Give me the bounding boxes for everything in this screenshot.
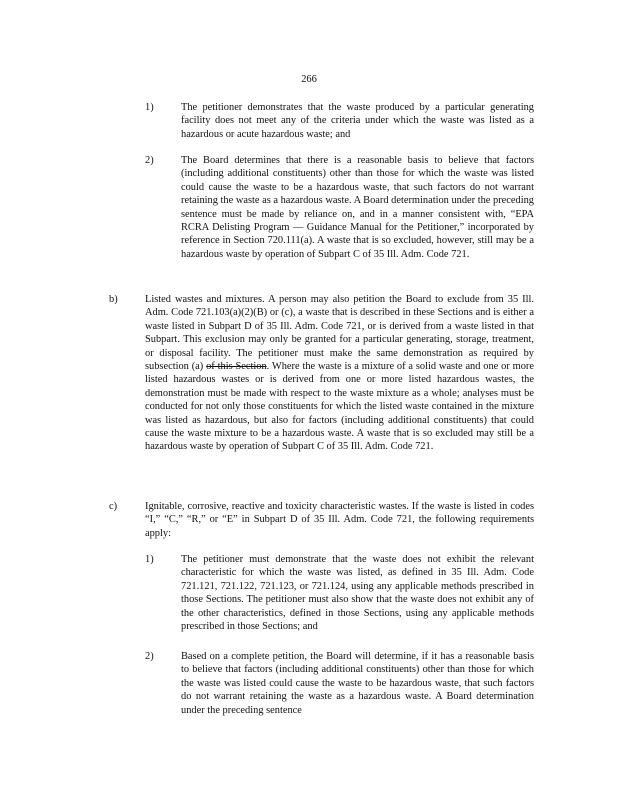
item-a1-text: The petitioner demonstrates that the waste produced by a particular generating facility does not meet any of the criteria under which the waste was listed as a hazardous or acute hazardous waste; and <box>181 102 534 140</box>
item-c-text: Ignitable, corrosive, reactive and toxicity characteristic wastes. If the waste is listed in codes “I,” “C,” “R,” or “E” in Subpart D of 35 Ill. Adm. Code 721, the following requirements apply: <box>145 501 534 539</box>
item-c-label: c) <box>109 501 118 512</box>
item-c2-text: Based on a complete petition, the Board will determine, if it has a reasonable basis to believe that factors (including additional constituents) other than those for which the waste was listed could cause the waste to be hazardous waste, that such factors do not warrant retaining the waste as a hazardous waste. A Board determination under the preceding sentence <box>181 651 534 716</box>
item-a2-label: 2) <box>145 155 154 166</box>
page-number: 266 <box>301 74 317 85</box>
item-a1-label: 1) <box>145 102 154 113</box>
item-b-text-before: Listed wastes and mixtures. A person may also petition the Board to exclude from 35 Ill. Adm. Code 721.103(a)(2)(B) or (c), a waste that is described in these Sections and is either a waste listed in Subpart D of 35 Ill. Adm. Code 721, or is derived from a waste listed in that Subpart. This exclusion may only be granted for a particular generating, storage, treatment, or disposal facility. The petitioner must make the same demonstration as required by subsection (a) <box>145 294 534 373</box>
item-b-struck-text: of this Section <box>206 361 267 373</box>
item-b-label: b) <box>109 294 118 305</box>
item-a2-text: The Board determines that there is a reasonable basis to believe that factors (including additional constituents) other than those for which the waste was listed could cause the waste to be a hazardous waste, that such factors do not warrant retaining the waste as a hazardous waste. A Board determination under the preceding sentence must be made by reliance on, and in a manner consistent with, “EPA RCRA Delisting Program — Guidance Manual for the Petitioner,” incorporated by reference in Section 720.111(a). A waste that is so excluded, however, still may be a hazardous waste by operation of Subpart C of 35 Ill. Adm. Code 721. <box>181 155 534 260</box>
item-b-text-after: . Where the waste is a mixture of a solid waste and one or more listed hazardous wastes or is derived from one or more listed hazardous wastes, the demonstration must be made with respect to the waste mixture as a whole; analyses must be conducted for not only those constituents for which the listed waste contained in the mixture was listed as hazardous, but also for factors (including additional constituents) that could cause the waste mixture to be a hazardous waste. A waste that is so excluded may still be a hazardous waste by operation of Subpart C of 35 Ill. Adm. Code 721. <box>145 361 535 453</box>
item-b-paragraph <box>145 293 534 454</box>
item-c2-label: 2) <box>145 651 154 662</box>
item-c1-label: 1) <box>145 554 154 565</box>
item-c1-text: The petitioner must demonstrate that the waste does not exhibit the relevant characteristic for which the waste was listed, as defined in 35 Ill. Adm. Code 721.121, 721.122, 721.123, or 721.124, using any applicable methods prescribed in those Sections. The petitioner must also show that the waste does not exhibit any of the other characteristics, defined in those Sections, using any applicable methods prescribed in those Sections; and <box>181 554 534 633</box>
